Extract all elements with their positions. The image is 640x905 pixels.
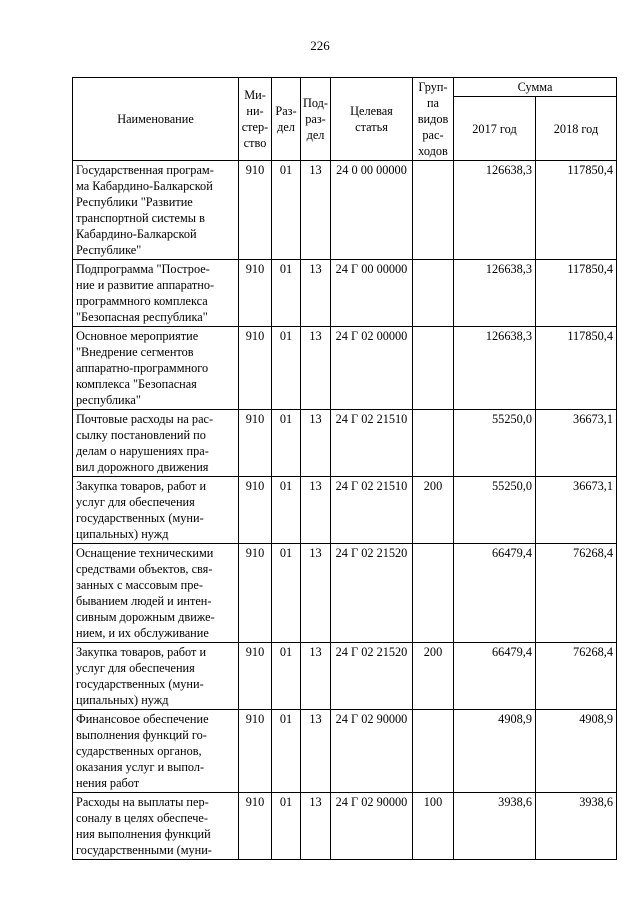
row-sum-2017: 55250,0 bbox=[454, 410, 536, 477]
row-name: Финансовое обеспечение выполнения функций го- сударственных органов, оказания услуг и выпол- нения работ bbox=[73, 710, 239, 793]
row-section: 01 bbox=[272, 327, 301, 410]
table-row bbox=[73, 793, 617, 860]
header-row bbox=[73, 78, 617, 97]
table-body bbox=[73, 161, 617, 860]
row-expense-group: 200 bbox=[413, 477, 454, 544]
row-name: Почтовые расходы на рас- сылку постановлений по делам о нарушениях пра- вил дорожного движения bbox=[73, 410, 239, 477]
row-sum-2017: 126638,3 bbox=[454, 161, 536, 260]
table-row bbox=[73, 477, 617, 544]
row-section: 01 bbox=[272, 410, 301, 477]
row-sum-2018: 117850,4 bbox=[536, 327, 617, 410]
row-target: 24 0 00 00000 bbox=[331, 161, 413, 260]
budget-table bbox=[72, 77, 617, 860]
row-sum-2018: 4908,9 bbox=[536, 710, 617, 793]
row-sum-2017: 66479,4 bbox=[454, 643, 536, 710]
header-section: Раз- дел bbox=[272, 78, 301, 161]
row-target: 24 Г 02 21510 bbox=[331, 477, 413, 544]
table-row bbox=[73, 643, 617, 710]
row-sum-2018: 36673,1 bbox=[536, 477, 617, 544]
row-section: 01 bbox=[272, 643, 301, 710]
row-ministry: 910 bbox=[239, 643, 272, 710]
row-target: 24 Г 02 21520 bbox=[331, 643, 413, 710]
row-expense-group bbox=[413, 260, 454, 327]
row-section: 01 bbox=[272, 710, 301, 793]
row-sum-2017: 55250,0 bbox=[454, 477, 536, 544]
row-ministry: 910 bbox=[239, 161, 272, 260]
row-subsection: 13 bbox=[301, 477, 331, 544]
row-name: Государственная програм- ма Кабардино-Балкарской Республики "Развитие транспортной системы в Кабардино-Балкарской Республике" bbox=[73, 161, 239, 260]
row-expense-group: 100 bbox=[413, 793, 454, 860]
row-name: Подпрограмма "Построе- ние и развитие аппаратно- программного комплекса "Безопасная республика" bbox=[73, 260, 239, 327]
row-subsection: 13 bbox=[301, 410, 331, 477]
header-sum: Сумма bbox=[454, 78, 617, 97]
row-sum-2017: 3938,6 bbox=[454, 793, 536, 860]
page-number: 226 bbox=[310, 38, 330, 53]
table-row bbox=[73, 161, 617, 260]
row-sum-2017: 4908,9 bbox=[454, 710, 536, 793]
row-target: 24 Г 02 21510 bbox=[331, 410, 413, 477]
table-row bbox=[73, 544, 617, 643]
row-sum-2018: 76268,4 bbox=[536, 544, 617, 643]
row-ministry: 910 bbox=[239, 710, 272, 793]
row-section: 01 bbox=[272, 544, 301, 643]
row-sum-2018: 36673,1 bbox=[536, 410, 617, 477]
row-ministry: 910 bbox=[239, 793, 272, 860]
table-row bbox=[73, 327, 617, 410]
header-expense-group: Груп- па видов рас- ходов bbox=[413, 78, 454, 161]
row-sum-2017: 126638,3 bbox=[454, 327, 536, 410]
row-target: 24 Г 02 90000 bbox=[331, 793, 413, 860]
row-expense-group bbox=[413, 544, 454, 643]
table-row bbox=[73, 260, 617, 327]
header-name: Наименование bbox=[73, 78, 239, 161]
row-ministry: 910 bbox=[239, 260, 272, 327]
row-target: 24 Г 00 00000 bbox=[331, 260, 413, 327]
header-year-2018: 2018 год bbox=[536, 97, 617, 161]
row-target: 24 Г 02 90000 bbox=[331, 710, 413, 793]
row-name: Закупка товаров, работ и услуг для обеспечения государственных (муни- ципальных) нужд bbox=[73, 477, 239, 544]
row-subsection: 13 bbox=[301, 161, 331, 260]
row-section: 01 bbox=[272, 260, 301, 327]
header-subsection: Под- раз- дел bbox=[301, 78, 331, 161]
header-ministry: Ми- ни- стер- ство bbox=[239, 78, 272, 161]
row-sum-2018: 117850,4 bbox=[536, 260, 617, 327]
row-subsection: 13 bbox=[301, 260, 331, 327]
header-year-2017: 2017 год bbox=[454, 97, 536, 161]
row-target: 24 Г 02 21520 bbox=[331, 544, 413, 643]
row-sum-2018: 3938,6 bbox=[536, 793, 617, 860]
row-subsection: 13 bbox=[301, 710, 331, 793]
row-expense-group bbox=[413, 410, 454, 477]
row-expense-group bbox=[413, 161, 454, 260]
row-name: Основное мероприятие "Внедрение сегментов аппаратно-программного комплекса "Безопасная республика" bbox=[73, 327, 239, 410]
row-ministry: 910 bbox=[239, 410, 272, 477]
row-subsection: 13 bbox=[301, 544, 331, 643]
row-subsection: 13 bbox=[301, 793, 331, 860]
row-section: 01 bbox=[272, 477, 301, 544]
row-name: Закупка товаров, работ и услуг для обеспечения государственных (муни- ципальных) нужд bbox=[73, 643, 239, 710]
table-row bbox=[73, 710, 617, 793]
row-subsection: 13 bbox=[301, 327, 331, 410]
table-row bbox=[73, 410, 617, 477]
row-target: 24 Г 02 00000 bbox=[331, 327, 413, 410]
row-sum-2018: 76268,4 bbox=[536, 643, 617, 710]
row-name: Расходы на выплаты пер- соналу в целях обеспече- ния выполнения функций государственными (муни- bbox=[73, 793, 239, 860]
row-ministry: 910 bbox=[239, 327, 272, 410]
row-ministry: 910 bbox=[239, 477, 272, 544]
row-expense-group bbox=[413, 710, 454, 793]
row-sum-2017: 126638,3 bbox=[454, 260, 536, 327]
header-target: Целевая статья bbox=[331, 78, 413, 161]
row-subsection: 13 bbox=[301, 643, 331, 710]
row-sum-2018: 117850,4 bbox=[536, 161, 617, 260]
row-sum-2017: 66479,4 bbox=[454, 544, 536, 643]
row-name: Оснащение техническими средствами объектов, свя- занных с массовым пре- быванием людей и интен- сивным дорожным движе- нием, и их обслуживание bbox=[73, 544, 239, 643]
row-expense-group: 200 bbox=[413, 643, 454, 710]
row-ministry: 910 bbox=[239, 544, 272, 643]
row-section: 01 bbox=[272, 793, 301, 860]
row-expense-group bbox=[413, 327, 454, 410]
row-section: 01 bbox=[272, 161, 301, 260]
